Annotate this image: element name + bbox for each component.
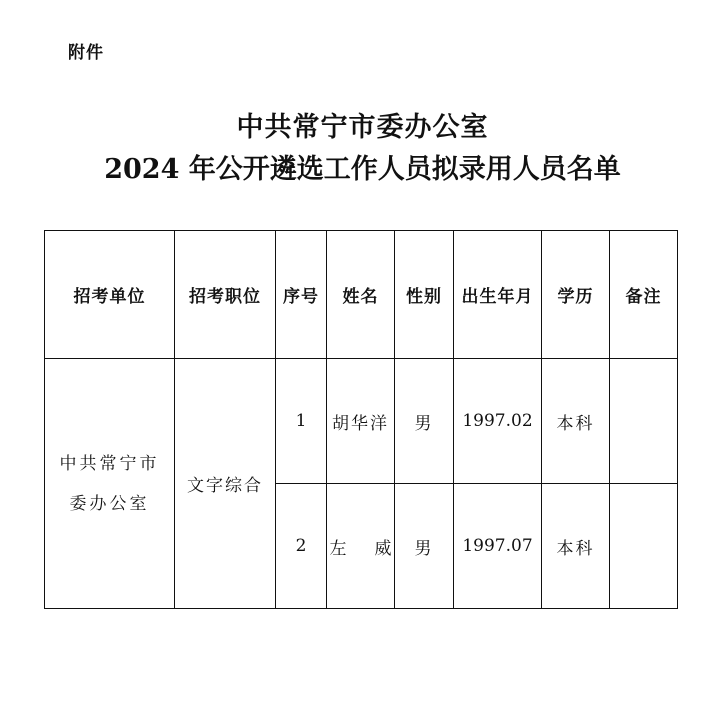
header-position: 招考职位 xyxy=(175,231,276,359)
remark-cell xyxy=(610,359,678,484)
position-cell: 文字综合 xyxy=(175,359,276,609)
name-first-char: 左 xyxy=(329,538,347,559)
header-education: 学历 xyxy=(542,231,610,359)
name-cell: 胡华洋 xyxy=(327,359,395,484)
title-line-2: 2024 年公开遴选工作人员拟录用人员名单 xyxy=(104,154,621,185)
index-cell: 2 xyxy=(276,484,327,609)
header-remark: 备注 xyxy=(610,231,678,359)
birth-cell: 1997.02 xyxy=(454,359,542,484)
unit-cell: 中共常宁市委办公室 xyxy=(45,359,175,609)
remark-cell xyxy=(610,484,678,609)
header-unit: 招考单位 xyxy=(45,231,175,359)
header-birth: 出生年月 xyxy=(454,231,542,359)
table-row xyxy=(45,359,678,484)
gender-cell: 男 xyxy=(395,359,454,484)
name-last-char: 威 xyxy=(374,538,392,559)
title-line-1: 中共常宁市委办公室 xyxy=(236,112,489,143)
attachment-label: 附件 xyxy=(68,43,104,63)
header-name: 姓名 xyxy=(327,231,395,359)
table-header-row xyxy=(45,231,678,359)
header-gender: 性别 xyxy=(395,231,454,359)
education-cell: 本科 xyxy=(542,484,610,609)
index-cell: 1 xyxy=(276,359,327,484)
gender-cell: 男 xyxy=(395,484,454,609)
candidate-table xyxy=(44,230,678,609)
education-cell: 本科 xyxy=(542,359,610,484)
header-index: 序号 xyxy=(276,231,327,359)
name-cell xyxy=(327,484,395,609)
document-title xyxy=(0,108,725,190)
birth-cell: 1997.07 xyxy=(454,484,542,609)
